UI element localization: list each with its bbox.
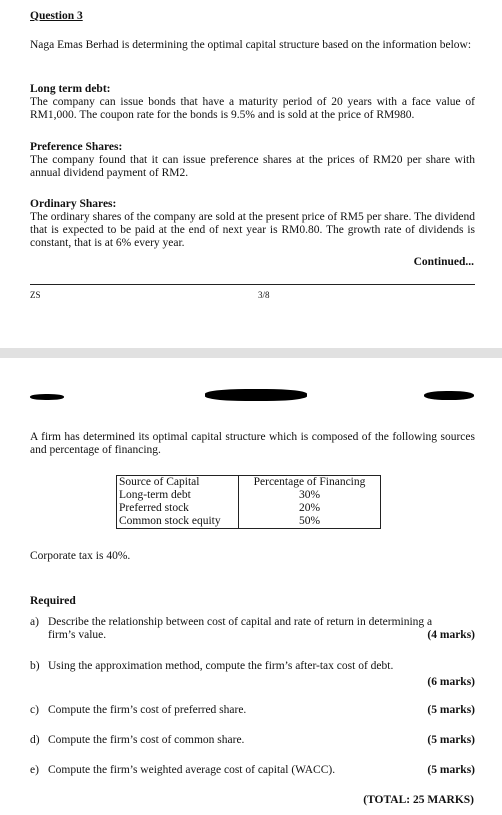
question-label: b) bbox=[30, 660, 40, 672]
page-number: 3/8 bbox=[258, 290, 270, 300]
footer-divider bbox=[30, 284, 475, 285]
footer-initials: ZS bbox=[30, 290, 41, 300]
table-cell-source: Preferred stock bbox=[117, 502, 239, 515]
redaction-mark-left bbox=[30, 394, 64, 400]
table-cell-percentage: 20% bbox=[239, 502, 381, 515]
table-row bbox=[117, 515, 381, 529]
table-cell-source: Common stock equity bbox=[117, 515, 239, 529]
page2-intro: A firm has determined its optimal capital structure which is composed of the following sources and percentage of financing. bbox=[30, 431, 475, 456]
table-row bbox=[117, 502, 381, 515]
question-text: Describe the relationship between cost of capital and rate of return in determining a bbox=[48, 616, 433, 628]
question-a bbox=[30, 616, 475, 642]
tax-note: Corporate tax is 40%. bbox=[30, 550, 131, 562]
table-header-percentage: Percentage of Financing bbox=[239, 476, 381, 490]
continued-label: Continued... bbox=[413, 256, 474, 268]
table-cell-source: Long-term debt bbox=[117, 489, 239, 502]
table-header-source: Source of Capital bbox=[117, 476, 239, 490]
capital-structure-table bbox=[116, 475, 381, 529]
required-heading: Required bbox=[30, 595, 76, 607]
question-label: a) bbox=[30, 616, 39, 628]
table-cell-percentage: 30% bbox=[239, 489, 381, 502]
section-body-ordinary: The ordinary shares of the company are sold at the present price of RM5 per share. The dividend that is expected to be paid at the end of next year is RM0.80. The growth rate of dividends is constant, that is at 6% every year. bbox=[30, 211, 475, 249]
redaction-mark-center bbox=[205, 389, 307, 401]
question-b bbox=[30, 660, 475, 690]
table-header-row bbox=[117, 476, 381, 490]
question-text: Compute the firm’s cost of preferred share. bbox=[48, 704, 247, 716]
question-marks: (4 marks) bbox=[427, 629, 475, 641]
section-body-debt: The company can issue bonds that have a maturity period of 20 years with a face value of RM1,000. The coupon rate for the bonds is 9.5% and is sold at the price of RM980. bbox=[30, 96, 475, 121]
page-3 bbox=[0, 0, 502, 312]
section-heading-preference: Preference Shares: bbox=[30, 141, 123, 153]
question-text: Compute the firm’s weighted average cost of capital (WACC). bbox=[48, 764, 336, 776]
question-text: Compute the firm’s cost of common share. bbox=[48, 734, 245, 746]
section-heading-debt: Long term debt: bbox=[30, 83, 111, 95]
question-d bbox=[30, 734, 475, 747]
question-label: c) bbox=[30, 704, 39, 716]
question-text: Using the approximation method, compute the firm’s after-tax cost of debt. bbox=[48, 660, 394, 672]
redaction-mark-right bbox=[424, 391, 474, 400]
question-label: e) bbox=[30, 764, 39, 776]
question-e bbox=[30, 764, 475, 777]
page-4 bbox=[0, 358, 502, 815]
section-body-preference: The company found that it can issue preference shares at the prices of RM20 per share with annual dividend payment of RM2. bbox=[30, 154, 475, 179]
page-separator bbox=[0, 348, 502, 358]
question-text-continued: firm’s value. bbox=[48, 629, 107, 641]
table-cell-percentage: 50% bbox=[239, 515, 381, 529]
question-c bbox=[30, 704, 475, 717]
section-heading-ordinary: Ordinary Shares: bbox=[30, 198, 117, 210]
intro-paragraph: Naga Emas Berhad is determining the optimal capital structure based on the information below: bbox=[30, 39, 472, 51]
question-marks: (5 marks) bbox=[427, 764, 475, 776]
total-marks: (TOTAL: 25 MARKS) bbox=[363, 794, 474, 806]
question-marks: (5 marks) bbox=[427, 704, 475, 716]
question-marks: (6 marks) bbox=[427, 676, 475, 688]
question-label: d) bbox=[30, 734, 40, 746]
table-row bbox=[117, 489, 381, 502]
question-marks: (5 marks) bbox=[427, 734, 475, 746]
question-title: Question 3 bbox=[30, 10, 83, 22]
